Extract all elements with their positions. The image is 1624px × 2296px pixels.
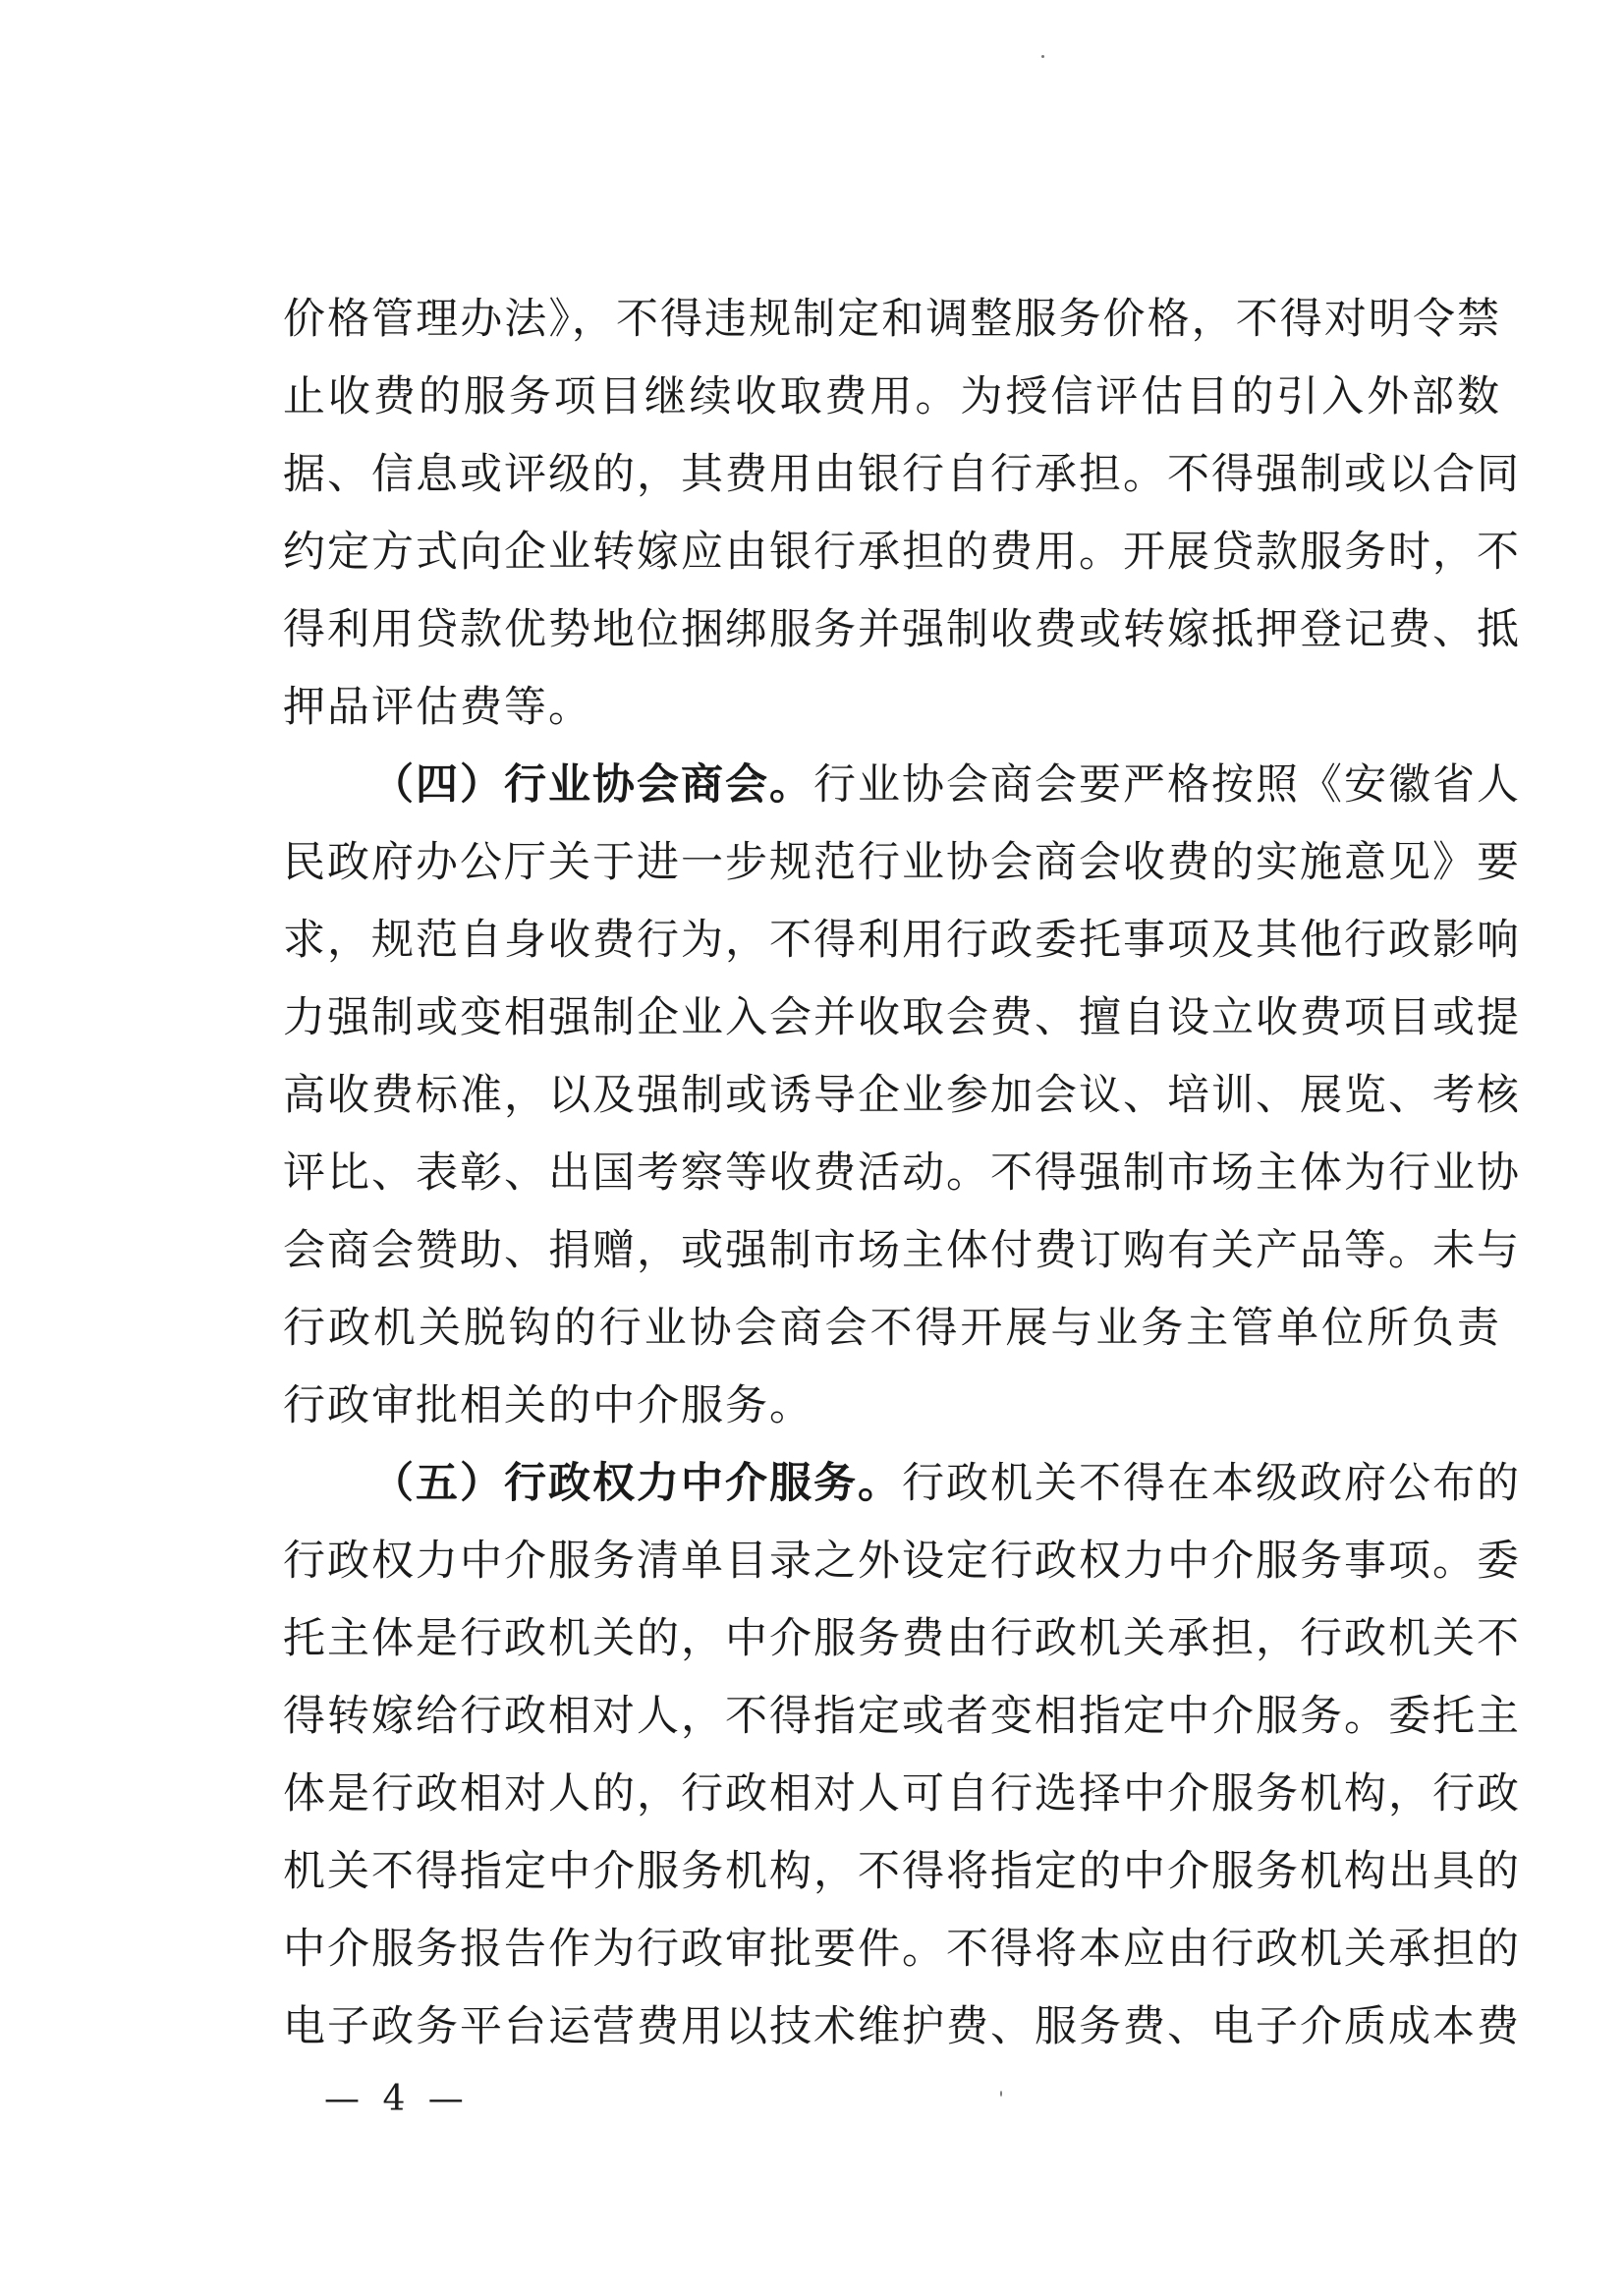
paragraph-1-line-1: 价格管理办法》，不得违规制定和调整服务价格，不得对明令禁 (283, 295, 1501, 344)
paragraph-1-line-6: 押品评估费等。 (283, 683, 592, 732)
paragraph-2-line-3: 求，规范自身收费行为，不得利用行政委托事项及其他行政影响 (283, 916, 1521, 965)
paragraph-3-line-2: 行政权力中介服务清单目录之外设定行政权力中介服务事项。委 (283, 1537, 1521, 1586)
paragraph-2-line-4: 力强制或变相强制企业入会并收取会费、擅自设立收费项目或提 (283, 993, 1521, 1042)
section-heading-industry-associations: （四）行业协会商会。 (371, 760, 813, 810)
paragraph-2-line-2: 民政府办公厅关于进一步规范行业协会商会收费的实施意见》要 (283, 838, 1521, 887)
scan-speck (1041, 55, 1044, 58)
scan-speck (1000, 2091, 1002, 2097)
section-heading-administrative-intermediary: （五）行政权力中介服务。 (371, 1459, 902, 1508)
paragraph-1-line-5: 得利用贷款优势地位捆绑服务并强制收费或转嫁抵押登记费、抵 (283, 605, 1521, 654)
paragraph-3-first-line (371, 1449, 1521, 1518)
paragraph-3-line-7: 中介服务报告作为行政审批要件。不得将本应由行政机关承担的 (283, 1925, 1521, 1974)
paragraph-3-line-4: 得转嫁给行政相对人，不得指定或者变相指定中介服务。委托主 (283, 1692, 1521, 1741)
paragraph-3-line-8: 电子政务平台运营费用以技术维护费、服务费、电子介质成本费 (283, 2002, 1521, 2051)
paragraph-2-line-7: 会商会赞助、捐赠，或强制市场主体付费订购有关产品等。未与 (283, 1226, 1521, 1275)
page-number: — 4 — (324, 2079, 470, 2119)
paragraph-2-first-line (371, 751, 1521, 819)
paragraph-2-line-5: 高收费标准，以及强制或诱导企业参加会议、培训、展览、考核 (283, 1071, 1521, 1120)
paragraph-2-line-8: 行政机关脱钩的行业协会商会不得开展与业务主管单位所负责 (283, 1304, 1501, 1353)
paragraph-1-line-4: 约定方式向企业转嫁应由银行承担的费用。开展贷款服务时，不 (283, 528, 1521, 577)
paragraph-1-line-3: 据、信息或评级的，其费用由银行自行承担。不得强制或以合同 (283, 450, 1521, 499)
paragraph-3-line-5: 体是行政相对人的，行政相对人可自行选择中介服务机构，行政 (283, 1769, 1521, 1819)
paragraph-1-line-2: 止收费的服务项目继续收取费用。为授信评估目的引入外部数 (283, 372, 1501, 421)
paragraph-3-line-3: 托主体是行政机关的，中介服务费由行政机关承担，行政机关不 (283, 1614, 1521, 1663)
paragraph-3-line-6: 机关不得指定中介服务机构，不得将指定的中介服务机构出具的 (283, 1847, 1521, 1896)
paragraph-2-line-9: 行政审批相关的中介服务。 (283, 1381, 813, 1430)
paragraph-2-line-6: 评比、表彰、出国考察等收费活动。不得强制市场主体为行业协 (283, 1148, 1521, 1198)
paragraph-2-first-line-text: 行业协会商会要严格按照《安徽省人 (813, 760, 1521, 810)
paragraph-3-first-line-text: 行政机关不得在本级政府公布的 (902, 1459, 1521, 1508)
